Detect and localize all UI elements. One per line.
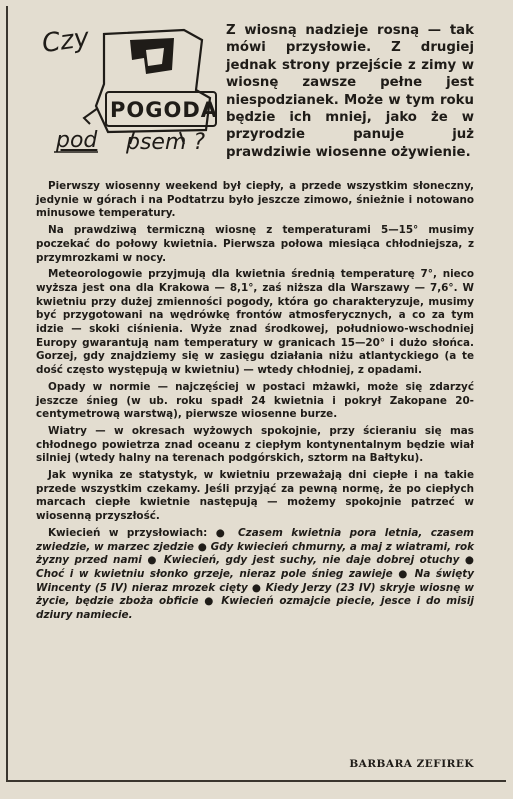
bullet-icon: ● (464, 554, 474, 567)
bottom-border-rule (6, 780, 506, 782)
bullet-icon: ● (197, 540, 207, 553)
lead-paragraph: Z wiosną nadzieje rosną — tak mówi przysłowie. Z drugiej jednak strony przejście z zimy w wiosnę zawsze pełne jest niespodzianek. Może w tym roku będzie ich mniej, jako że w przyrodzie panuje już prawdziwie wiosenne ożywienie. (226, 23, 474, 160)
column-logo (34, 20, 220, 176)
bullet-icon: ● (204, 595, 216, 608)
author-signature: BARBARA ZEFIREK (349, 758, 474, 770)
proverb-item: Choć i w kwietniu słonko grzeje, nieraz pole śnieg zawieje (36, 567, 393, 580)
paragraph-weekend: Pierwszy wiosenny weekend był ciepły, a przede wszystkim słoneczny, jedynie w górach i na Podtatrzu było jeszcze zimowo, śnieżnie i notowano minusowe temperatury. (36, 180, 474, 220)
paragraph-statystyki: Jak wynika ze statystyk, w kwietniu przeważają dni ciepłe i na takie przede wszystkim czekamy. Jeśli przyjąć za pewną normę, że po ciepłych marcach ciepłe kwietnie następują — możemy spokojnie patrzeć w wiosenną przyszłość. (36, 469, 474, 523)
bullet-icon: ● (251, 581, 262, 594)
logo-word-czy: Czy (40, 22, 92, 60)
paragraph-meteorologowie: Meteorologowie przyjmują dla kwietnia średnią temperaturę 7°, nieco wyższa jest ona dla Krakowa — 8,1°, zaś niższa dla Warszawy — 7,6°. W kwietniu przy dużej zmienności pogody, która go charakteryzuje, musimy być przygotowani na wędrówkę frontów atmosferycznych, a co za tym idzie — skoki ciśnienia. Wyże znad środkowej, południowo-wschodniej Europy gwarantują nam temperatury w granicach 15—20° i dużo słońca. Gorzej, gdy znajdziemy się w zasięgu działania niżu atlantyckiego (a te dość często występują w kwietniu) — wtedy chłodniej, z opadami. (36, 268, 474, 377)
paragraph-termiczna-wiosna: Na prawdziwą termiczną wiosnę z temperaturami 5—15° musimy poczekać do połowy kwietnia. Pierwsza połowa miesiąca chłodniejsza, z przymrozkami w nocy. (36, 224, 474, 264)
proverb-item: Na święty Wincenty (5 IV) nieraz mrozek cięty (36, 567, 475, 594)
logo-word-pogoda: POGODA (110, 98, 219, 122)
logo-word-pod: pod (56, 128, 98, 153)
bullet-icon: ● (398, 567, 410, 580)
proverb-item: Kwiecień, gdy jest suchy, nie daje dobrej otuchy (163, 554, 460, 567)
proverb-item: Gdy kwiecień chmurny, a maj z wiatrami, rok żyzny przed nami (36, 540, 474, 567)
paragraph-proverbs (36, 527, 474, 623)
left-border-rule (6, 6, 8, 781)
logo-word-psem: psem ? (126, 130, 206, 155)
bullet-icon: ● (147, 554, 159, 567)
paragraph-wiatry: Wiatry — w okresach wyżowych spokojnie, przy ścieraniu się mas chłodnego powietrza znad oceanu z ciepłym kontynentalnym będzie wiał silniej (wtedy halny na terenach podgórskich, sztorm na Bałtyku). (36, 424, 474, 465)
bullet-icon: ● (215, 526, 230, 539)
proverbs-lead-in: Kwiecień w przysłowiach: (48, 526, 208, 539)
proverb-item: Kwiecień ozmajcie piecie, jesce i do misij dziury namiecie. (36, 595, 474, 622)
proverb-item: Czasem kwietnia pora letnia, czasem zwiedzie, w marzec zjedzie (36, 526, 474, 553)
proverb-item: Kiedy Jerzy (23 IV) skryje wiosnę w życie, będzie zboża obficie (36, 581, 475, 608)
article-body (36, 180, 474, 626)
paragraph-opady: Opady w normie — najczęściej w postaci mżawki, może się zdarzyć jeszcze śnieg (w ub. roku spadł 24 kwietnia i pokrył Zakopane 20-centymetrową warstwą), pierwsze wiosenne burze. (36, 380, 474, 421)
